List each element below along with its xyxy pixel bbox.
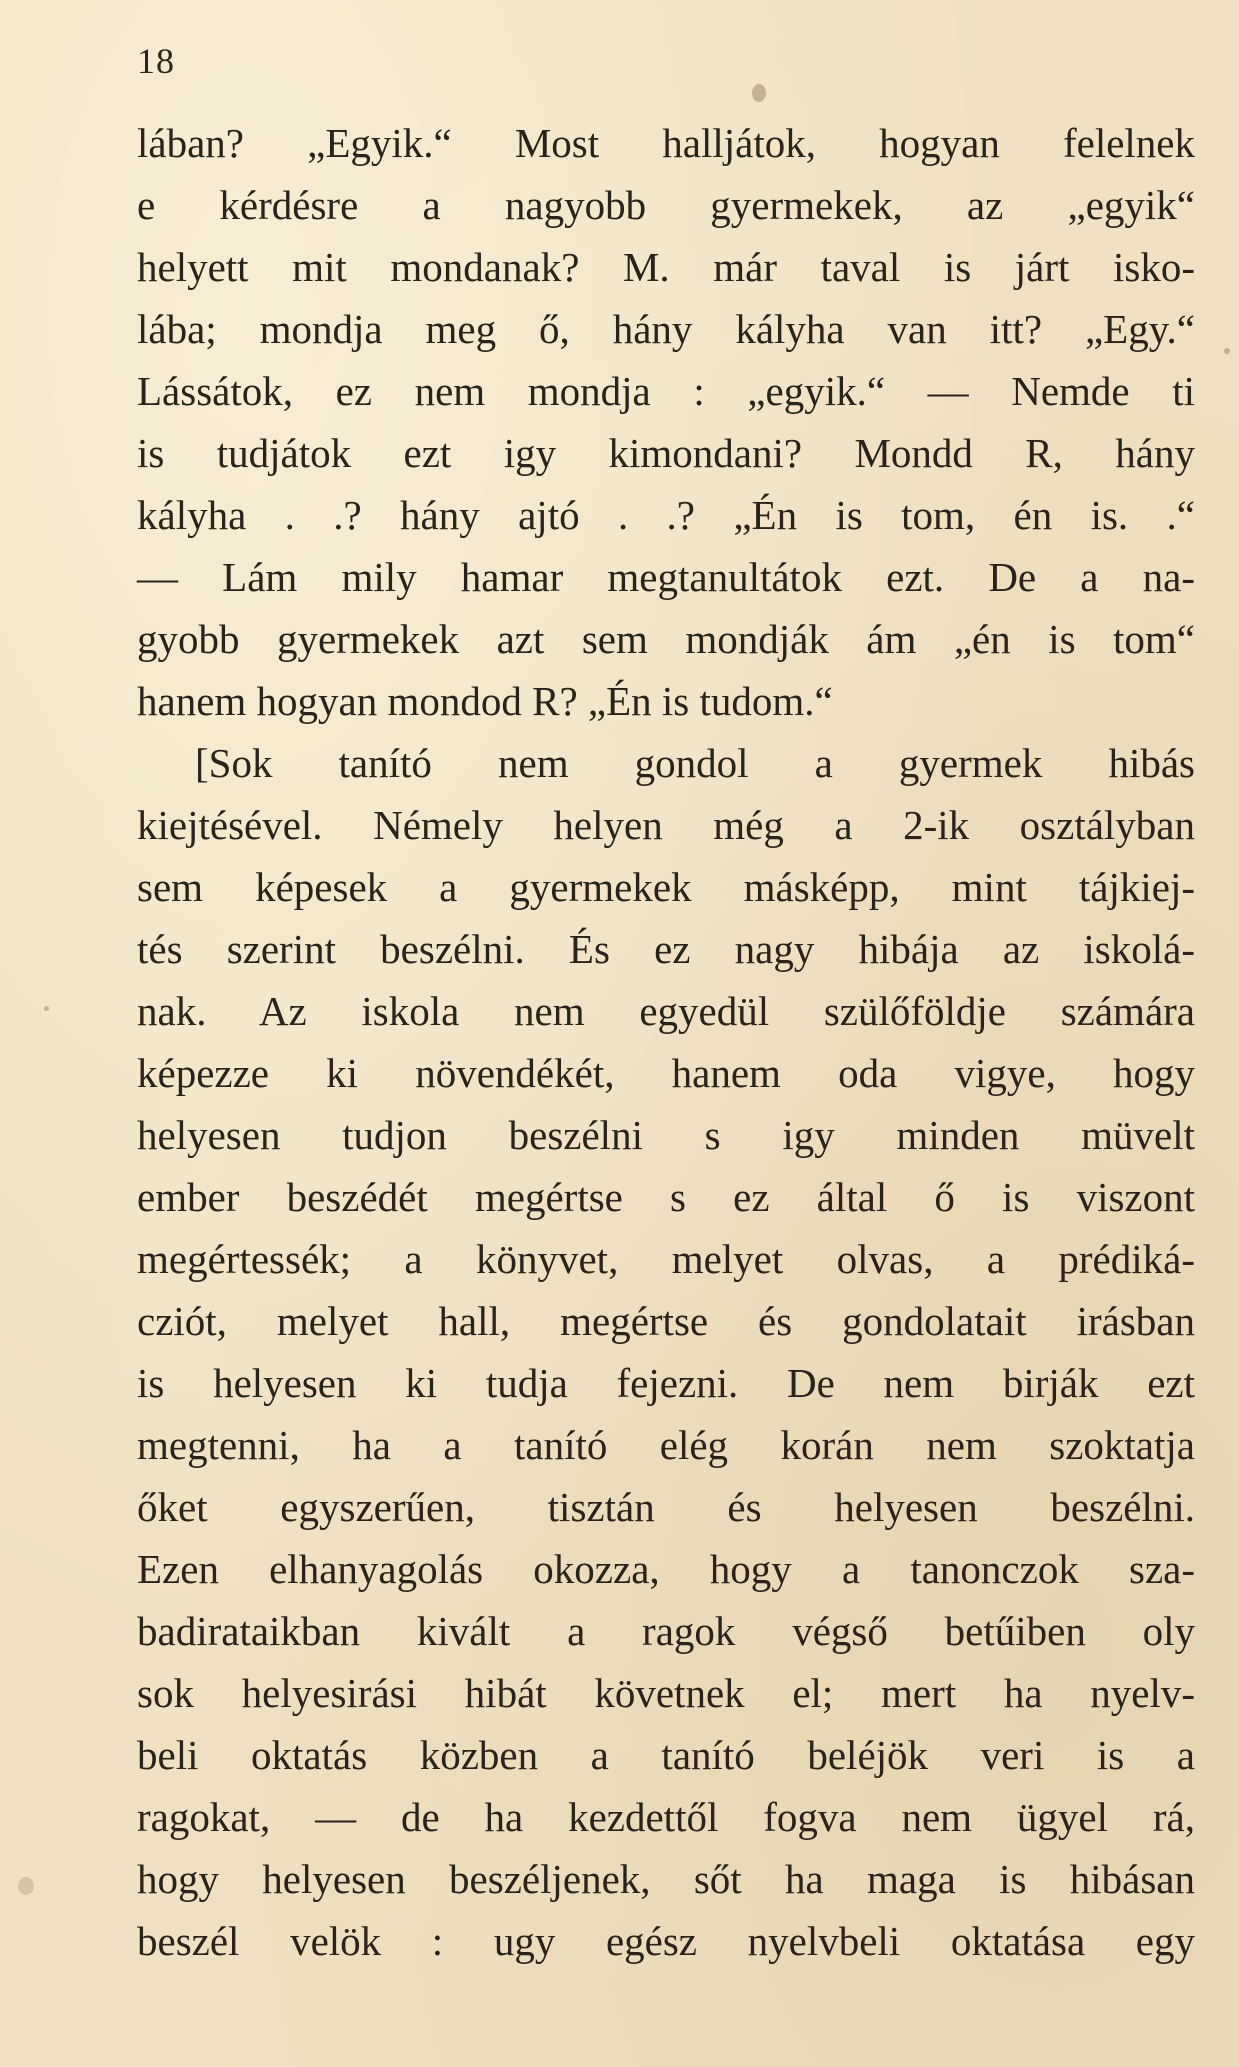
text-line: lában? „Egyik.“ Most halljátok, hogyan felelnek — [137, 120, 1195, 166]
paper-speck — [44, 1006, 49, 1011]
text-line: — Lám mily hamar megtanultátok ezt. De a na- — [137, 554, 1195, 600]
text-line: gyobb gyermekek azt sem mondják ám „én is tom“ — [137, 616, 1195, 662]
text-line: is tudjátok ezt igy kimondani? Mondd R, hány — [137, 430, 1195, 476]
text-line: kiejtésével. Némely helyen még a 2-ik osztályban — [137, 802, 1195, 848]
text-line: ember beszédét megértse s ez által ő is viszont — [137, 1174, 1195, 1220]
text-line: Ezen elhanyagolás okozza, hogy a tanonczok sza- — [137, 1546, 1195, 1592]
page-number: 18 — [137, 41, 175, 81]
text-line: beli oktatás közben a tanító beléjök veri is a — [137, 1732, 1195, 1778]
text-line: e kérdésre a nagyobb gyermekek, az „egyik“ — [137, 182, 1195, 228]
text-line: hogy helyesen beszéljenek, sőt ha maga is hibásan — [137, 1856, 1195, 1902]
text-line: megértessék; a könyvet, melyet olvas, a prédiká- — [137, 1236, 1195, 1282]
text-line: cziót, melyet hall, megértse és gondolatait irásban — [137, 1298, 1195, 1344]
text-line: tés szerint beszélni. És ez nagy hibája az iskolá- — [137, 926, 1195, 972]
paper-speck — [1224, 348, 1230, 354]
paper-speck — [752, 84, 766, 102]
text-line: beszél velök : ugy egész nyelvbeli oktatása egy — [137, 1918, 1195, 1964]
text-line: ragokat, — de ha kezdettől fogva nem ügyel rá, — [137, 1794, 1195, 1840]
text-line: sok helyesirási hibát követnek el; mert ha nyelv- — [137, 1670, 1195, 1716]
text-line: kályha . .? hány ajtó . .? „Én is tom, én is. .“ — [137, 492, 1195, 538]
text-line: Lássátok, ez nem mondja : „egyik.“ — Nemde ti — [137, 368, 1195, 414]
text-line: helyesen tudjon beszélni s igy minden müvelt — [137, 1112, 1195, 1158]
text-line: is helyesen ki tudja fejezni. De nem birják ezt — [137, 1360, 1195, 1406]
text-line: őket egyszerűen, tisztán és helyesen beszélni. — [137, 1484, 1195, 1530]
text-line: [Sok tanító nem gondol a gyermek hibás — [195, 740, 1195, 786]
paper-speck — [18, 1877, 34, 1895]
text-line: badirataikban kivált a ragok végső betűiben oly — [137, 1608, 1195, 1654]
body-text — [137, 112, 1195, 1972]
text-line: lába; mondja meg ő, hány kályha van itt? „Egy.“ — [137, 306, 1195, 352]
text-line: megtenni, ha a tanító elég korán nem szoktatja — [137, 1422, 1195, 1468]
text-line: képezze ki növendékét, hanem oda vigye, hogy — [137, 1050, 1195, 1096]
text-line: hanem hogyan mondod R? „Én is tudom.“ — [137, 678, 833, 724]
text-line: sem képesek a gyermekek másképp, mint tájkiej- — [137, 864, 1195, 910]
text-line: helyett mit mondanak? M. már taval is járt isko- — [137, 244, 1195, 290]
text-line: nak. Az iskola nem egyedül szülőföldje számára — [137, 988, 1195, 1034]
